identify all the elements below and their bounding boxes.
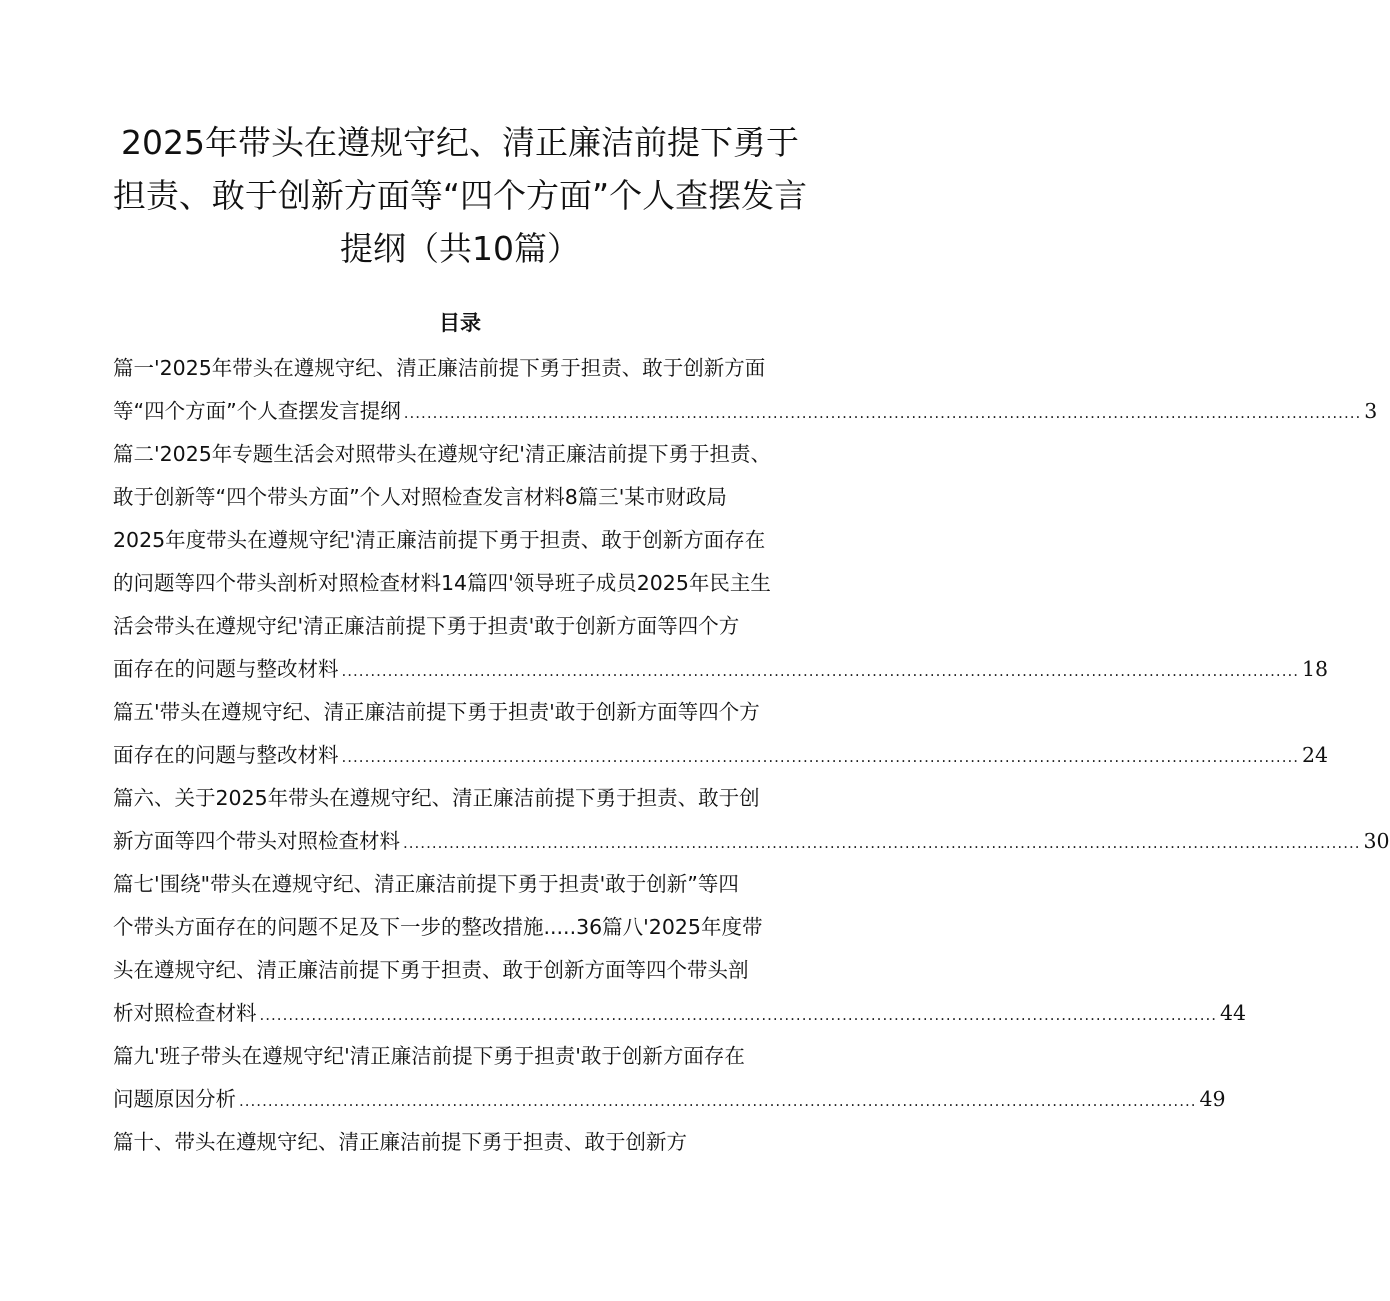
toc-leader-dots: ......................................................................................................................................................................	[341, 662, 1299, 680]
title-line-2: 担责、敢于创新方面等“四个方面”个人查摆发言	[112, 176, 808, 215]
toc-entry-text: 篇一'2025年带头在遵规守纪、清正廉洁前提下勇于担责、敢于创新方面	[113, 356, 766, 380]
toc-entry-text: 篇七'围绕"带头在遵规守纪、清正廉洁前提下勇于担责'敢于创新”等四	[113, 872, 739, 896]
title-line-3: 提纲（共10篇）	[340, 229, 580, 268]
toc-entry-line[interactable]	[113, 568, 823, 598]
toc-entry-line[interactable]	[113, 783, 823, 813]
toc-entry-text: 头在遵规守纪、清正廉洁前提下勇于担责、敢于创新方面等四个带头剖	[113, 958, 749, 982]
toc-page-number: 44	[1220, 1001, 1247, 1025]
toc-entry-line[interactable]	[113, 1041, 823, 1071]
toc-entry-line[interactable]	[113, 912, 823, 942]
toc-entry-text: 活会带头在遵规守纪'清正廉洁前提下勇于担责'敢于创新方面等四个方	[113, 614, 740, 638]
toc-page-number: 18	[1302, 657, 1329, 681]
toc-leader-dots: ......................................................................................................................................................................	[259, 1006, 1217, 1024]
toc-leader-dots: ......................................................................................................................................................................	[403, 834, 1361, 852]
toc-entry-line[interactable]	[113, 482, 823, 512]
toc-heading: 目录	[439, 311, 481, 335]
toc-entry-text: 2025年度带头在遵规守纪'清正廉洁前提下勇于担责、敢于创新方面存在	[113, 528, 766, 552]
toc-leader-dots: ......................................................................................................................................................................	[239, 1092, 1197, 1110]
toc-entry-line[interactable]	[113, 654, 1329, 684]
toc-entry-line[interactable]	[113, 353, 823, 383]
toc-entry-line[interactable]	[113, 611, 823, 641]
toc-page-number: 30	[1363, 829, 1390, 853]
toc-page-number: 3	[1364, 399, 1378, 423]
toc-entry-line[interactable]	[113, 955, 823, 985]
document-title	[100, 116, 820, 275]
toc-entry-line[interactable]	[113, 1084, 1226, 1114]
toc-entry-text: 等“四个方面”个人查摆发言提纲	[113, 399, 401, 423]
toc-entry-text: 面存在的问题与整改材料	[113, 657, 339, 681]
toc-entry-line[interactable]	[113, 439, 823, 469]
toc-page-number: 24	[1302, 743, 1329, 767]
toc-entry-text: 篇二'2025年专题生活会对照带头在遵规守纪'清正廉洁前提下勇于担责、	[113, 442, 771, 466]
toc-page-number: 49	[1199, 1087, 1226, 1111]
toc-leader-dots: ......................................................................................................................................................................	[341, 748, 1299, 766]
toc-entry-line[interactable]	[113, 1127, 823, 1157]
toc-entry-text: 篇五'带头在遵规守纪、清正廉洁前提下勇于担责'敢于创新方面等四个方	[113, 700, 760, 724]
toc-entry-text: 新方面等四个带头对照检查材料	[113, 829, 400, 853]
toc-entry-text: 篇六、关于2025年带头在遵规守纪、清正廉洁前提下勇于担责、敢于创	[113, 786, 760, 810]
toc-entry-text: 面存在的问题与整改材料	[113, 743, 339, 767]
toc-entry-line[interactable]	[113, 396, 1378, 426]
toc-entry-text: 的问题等四个带头剖析对照检查材料14篇四'领导班子成员2025年民主生	[113, 571, 771, 595]
toc-entry-line[interactable]	[113, 826, 1390, 856]
toc-entry-text: 敢于创新等“四个带头方面”个人对照检查发言材料8篇三'某市财政局	[113, 485, 727, 509]
toc-entry-line[interactable]	[113, 525, 823, 555]
toc-entry-line[interactable]	[113, 998, 1247, 1028]
toc-entry-text: 析对照检查材料	[113, 1001, 257, 1025]
title-line-1: 2025年带头在遵规守纪、清正廉洁前提下勇于	[121, 123, 799, 162]
toc-entry-text: 篇九'班子带头在遵规守纪'清正廉洁前提下勇于担责'敢于创新方面存在	[113, 1044, 745, 1068]
toc-entry-line[interactable]	[113, 740, 1329, 770]
toc-leader-dots: ......................................................................................................................................................................	[403, 404, 1362, 422]
toc-entry-line[interactable]	[113, 869, 823, 899]
toc-entry-text: 篇十、带头在遵规守纪、清正廉洁前提下勇于担责、敢于创新方	[113, 1130, 687, 1154]
toc-entry-line[interactable]	[113, 697, 823, 727]
toc-entry-text: 问题原因分析	[113, 1087, 236, 1111]
toc-entry-text: 个带头方面存在的问题不足及下一步的整改措施.....36篇八'2025年度带	[113, 915, 763, 939]
